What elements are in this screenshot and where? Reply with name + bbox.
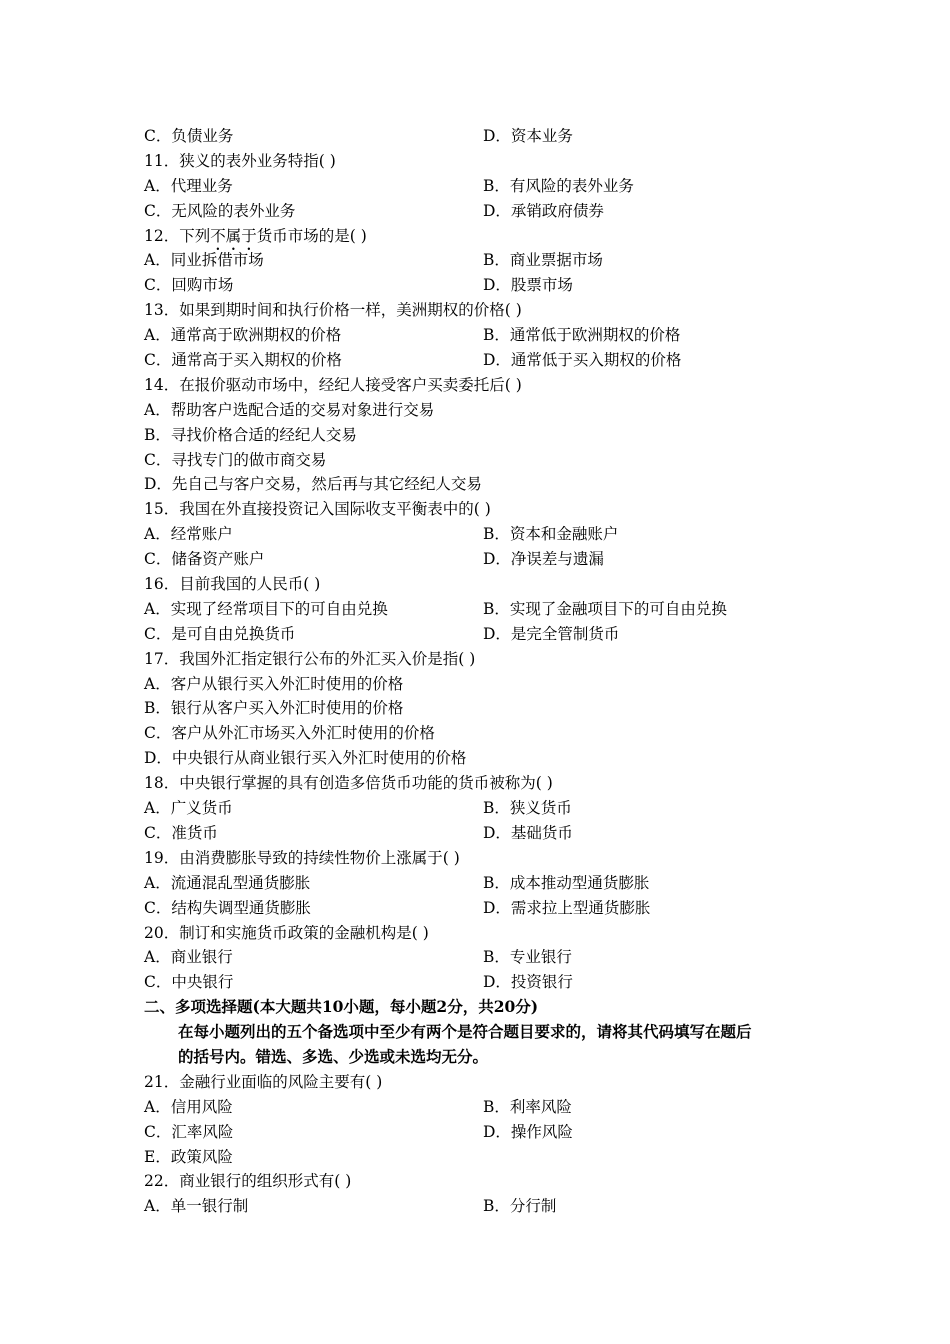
option-row [0, 896, 950, 921]
option-left: A．同业拆借市场 [144, 251, 264, 270]
line-text: A．客户从银行买入外汇时使用的价格 [144, 674, 404, 693]
question-line [0, 672, 950, 697]
option-right: B．狭义货币 [483, 799, 572, 818]
option-row [0, 348, 950, 373]
line-text: 18．中央银行掌握的具有创造多倍货币功能的货币被称为( ) [144, 774, 553, 793]
question-line [0, 448, 950, 473]
option-right: B．资本和金融账户 [483, 525, 619, 544]
option-row [0, 970, 950, 995]
line-text: 19．由消费膨胀导致的持续性物价上涨属于( ) [144, 848, 460, 867]
option-row [0, 199, 950, 224]
line-text: C．客户从外汇市场买入外汇时使用的价格 [144, 724, 435, 743]
option-left: C．汇率风险 [144, 1122, 234, 1141]
line-text: 11．狭义的表外业务特指( ) [144, 151, 336, 170]
line-text: A．帮助客户选配合适的交易对象进行交易 [144, 400, 435, 419]
option-left: A．流通混乱型通货膨胀 [144, 873, 311, 892]
option-row [0, 273, 950, 298]
option-right: D．是完全管制货币 [483, 624, 620, 643]
question-line [0, 572, 950, 597]
line-text: B．银行从客户买入外汇时使用的价格 [144, 699, 404, 718]
line-text: E．政策风险 [144, 1147, 233, 1166]
option-right: D．资本业务 [483, 127, 573, 145]
line-text: D．中央银行从商业银行买入外汇时使用的价格 [144, 749, 467, 768]
option-right: D．股票市场 [483, 276, 573, 295]
option-row [0, 248, 950, 273]
option-left: A．广义货币 [144, 799, 233, 818]
option-left: C．负债业务 [144, 127, 234, 145]
option-right: D．投资银行 [483, 973, 573, 992]
option-right: B．通常低于欧洲期权的价格 [483, 326, 681, 345]
option-row [0, 1194, 950, 1219]
question-line [0, 721, 950, 746]
option-left: C．中央银行 [144, 973, 234, 992]
option-row [0, 622, 950, 647]
question-line [0, 398, 950, 423]
option-left: A．通常高于欧洲期权的价格 [144, 326, 342, 345]
question-line [0, 1070, 950, 1095]
option-row [0, 1120, 950, 1145]
question-line [0, 921, 950, 946]
option-row [0, 323, 950, 348]
option-row [0, 597, 950, 622]
option-right: B．商业票据市场 [483, 251, 603, 270]
emphasis-text: 不属于 [210, 226, 257, 245]
instruction-text: 在每小题列出的五个备选项中至少有两个是符合题目要求的，请将其代码填写在题后 [178, 1022, 752, 1042]
option-left: C．准货币 [144, 823, 218, 842]
line-text: 20．制订和实施货币政策的金融机构是( ) [144, 923, 429, 942]
question-line [0, 647, 950, 672]
line-text: 17．我国外汇指定银行公布的外汇买入价是指( ) [144, 649, 476, 668]
option-right: D．操作风险 [483, 1122, 573, 1141]
option-right: D．基础货币 [483, 823, 573, 842]
section-instructions [0, 1045, 950, 1070]
option-left: A．代理业务 [144, 176, 233, 195]
option-left: A．实现了经常项目下的可自由兑换 [144, 599, 388, 618]
question-text-pre: 12．下列 [144, 226, 211, 245]
exam-page [0, 124, 950, 1219]
question-line [0, 149, 950, 174]
question-line [0, 746, 950, 771]
option-right: B．有风险的表外业务 [483, 176, 634, 195]
question-stem [0, 224, 950, 249]
line-text: D．先自己与客户交易，然后再与其它经纪人交易 [144, 475, 482, 494]
option-right: B．专业银行 [483, 948, 572, 967]
section-heading [0, 995, 950, 1020]
option-row [0, 547, 950, 572]
question-line [0, 298, 950, 323]
question-line [0, 771, 950, 796]
question-line [0, 696, 950, 721]
question-line [0, 1169, 950, 1194]
question-line [0, 472, 950, 497]
question-text-post: 货币市场的是( ) [256, 226, 367, 245]
question-line [0, 846, 950, 871]
line-text: 16．目前我国的人民币( ) [144, 575, 321, 594]
option-left: C．通常高于买入期权的价格 [144, 351, 342, 370]
option-row [0, 821, 950, 846]
option-right: B．利率风险 [483, 1097, 572, 1116]
option-left: C．回购市场 [144, 276, 234, 295]
option-right: D．承销政府债券 [483, 201, 604, 220]
option-left: A．单一银行制 [144, 1197, 249, 1216]
option-right: D．通常低于买入期权的价格 [483, 351, 682, 370]
question-line [0, 497, 950, 522]
option-row [0, 124, 950, 149]
section-title: 二、多项选择题(本大题共10小题，每小题2分，共20分) [144, 997, 539, 1017]
line-text: 13．如果到期时间和执行价格一样，美洲期权的价格( ) [144, 301, 522, 320]
line-text: B．寻找价格合适的经纪人交易 [144, 425, 357, 444]
option-right: B．成本推动型通货膨胀 [483, 873, 650, 892]
option-right: D．净误差与遗漏 [483, 550, 604, 569]
question-line [0, 423, 950, 448]
option-right: B．分行制 [483, 1197, 557, 1216]
question-line [0, 1145, 950, 1170]
line-text: 22．商业银行的组织形式有( ) [144, 1172, 352, 1191]
section-instructions [0, 1020, 950, 1045]
line-text: 14．在报价驱动市场中，经纪人接受客户买卖委托后( ) [144, 375, 522, 394]
option-row [0, 796, 950, 821]
option-row [0, 945, 950, 970]
line-text: 21．金融行业面临的风险主要有( ) [144, 1072, 383, 1091]
option-row [0, 1095, 950, 1120]
option-right: B．实现了金融项目下的可自由兑换 [483, 599, 727, 618]
option-row [0, 522, 950, 547]
option-left: A．经常账户 [144, 525, 233, 544]
option-left: C．是可自由兑换货币 [144, 624, 296, 643]
option-left: C．结构失调型通货膨胀 [144, 898, 311, 917]
question-line [0, 373, 950, 398]
option-left: C．无风险的表外业务 [144, 201, 296, 220]
option-right: D．需求拉上型通货膨胀 [483, 898, 651, 917]
option-left: C．储备资产账户 [144, 550, 265, 569]
option-row [0, 174, 950, 199]
option-row [0, 871, 950, 896]
option-left: A．商业银行 [144, 948, 233, 967]
instruction-text: 的括号内。错选、多选、少选或未选均无分。 [178, 1046, 489, 1066]
line-text: C．寻找专门的做市商交易 [144, 450, 327, 469]
line-text: 15．我国在外直接投资记入国际收支平衡表中的( ) [144, 500, 491, 519]
option-left: A．信用风险 [144, 1097, 233, 1116]
